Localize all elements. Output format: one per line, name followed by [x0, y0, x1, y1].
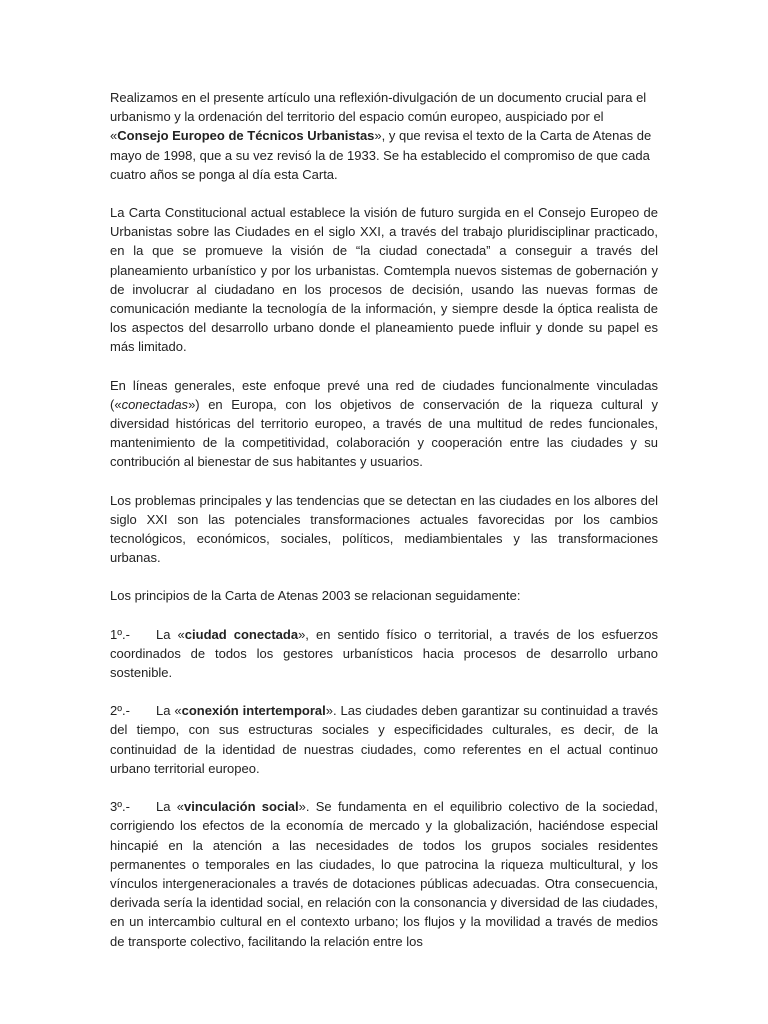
- p3-text-c: ») en Europa, con los objetivos de conservación de la riqueza cultural y diversidad históricas del territorio europeo, a través de una multitud de redes funcionales, mantenimiento de la competitividad, colaboración y cooperación entre las ciudades y su contribución al bienestar de sus habitantes y usuarios.: [110, 396, 658, 470]
- item1-text-c: », en sentido físico o territorial, a través de los esfuerzos coordinados de todos los gestores urbanísticos hacia procesos de desarrollo urbano sostenible.: [110, 626, 658, 681]
- item3-title: vinculación social: [183, 799, 299, 815]
- item2-text-c: ». Las ciudades deben garantizar su continuidad a través del tiempo, con sus estructuras sociales y especificidades culturales, es decir, de la continuidad de la identidad de nuestras ciudades, como referentes en el actual continuo urbano territorial europeo.: [110, 703, 658, 776]
- paragraph-principios-intro: Los principios de la Carta de Atenas 2003 se relacionan seguidamente:: [110, 588, 521, 604]
- item1-number: 1º.-: [110, 626, 130, 642]
- p1-text-a: Realizamos en el presente artículo una reflexión-divulgación de un documento crucial para el urbanismo y la ordenación del territorio del espacio común europeo, auspiciado por el «: [110, 90, 647, 144]
- paragraph-carta-constitucional: La Carta Constitucional actual establece la visión de futuro surgida en el Consejo Europeo de Urbanistas sobre las Ciudades en el siglo XXI, a través del trabajo pluridisciplinar practicado, en la que se promueve la visión de “la ciudad conectada” a conseguir a través del planeamiento urbanístico y por los urbanistas. Comtempla nuevos sistemas de gobernación y de involucrar al ciudadano en los procesos de decisión, usando las nuevas formas de comunicación mediante la tecnología de la información, y siempre desde la óptica realista de los aspectos del desarrollo urbano donde el planeamiento puede influir y donde su papel es más limitado.: [110, 205, 658, 355]
- paragraph-intro: [110, 88, 658, 184]
- principle-item-2: [110, 701, 658, 778]
- item2-title: conexión intertemporal: [181, 703, 326, 719]
- p1-text-c: », y que revisa el texto de la Carta de Atenas de mayo de 1998, que a su vez revisó la de 1933. Se ha establecido el compromiso de que cada cuatro años se ponga al día esta Carta.: [110, 128, 652, 182]
- item3-text-c: ». Se fundamenta en el equilibrio colectivo de la sociedad, corrigiendo los efectos de la economía de mercado y la globalización, haciéndose especial hincapié en la atención a las necesidades de todos los grupos sociales residentes permanentes o temporales en las ciudades, lo que patrocina la riqueza multicultural, y los vínculos intergeneracionales a través de dotaciones públicas adecuadas. Otra consecuencia, derivada sería la identidad social, en relación con la consonancia y diversidad de las ciudades, en un intercambio cultural en el contexto urbano; los flujos y la movilidad a través de medios de transporte colectivo, facilitando la relación entre los: [110, 799, 658, 949]
- paragraph-red-ciudades: [110, 376, 658, 472]
- item3-number: 3º.-: [110, 799, 130, 815]
- p1-consejo-europeo: Consejo Europeo de Técnicos Urbanistas: [117, 128, 375, 144]
- paragraph-problemas: Los problemas principales y las tendencias que se detectan en las ciudades en los albores del siglo XXI son las potenciales transformaciones actuales favorecidas por los cambios tecnológicos, económicos, sociales, políticos, mediambientales y las transformaciones urbanas.: [110, 492, 658, 566]
- principle-item-3: [110, 797, 658, 951]
- p3-conectadas: conectadas: [121, 396, 189, 412]
- item2-text-a: La «: [156, 703, 182, 719]
- item3-text-a: La «: [156, 799, 184, 815]
- p3-text-a: En líneas generales, este enfoque prevé una red de ciudades funcionalmente vinculadas («: [110, 377, 658, 412]
- item1-text-a: La «: [156, 626, 185, 642]
- item1-title: ciudad conectada: [184, 626, 299, 642]
- principle-item-1: [110, 625, 658, 683]
- document-page: [110, 88, 658, 970]
- item2-number: 2º.-: [110, 703, 130, 719]
